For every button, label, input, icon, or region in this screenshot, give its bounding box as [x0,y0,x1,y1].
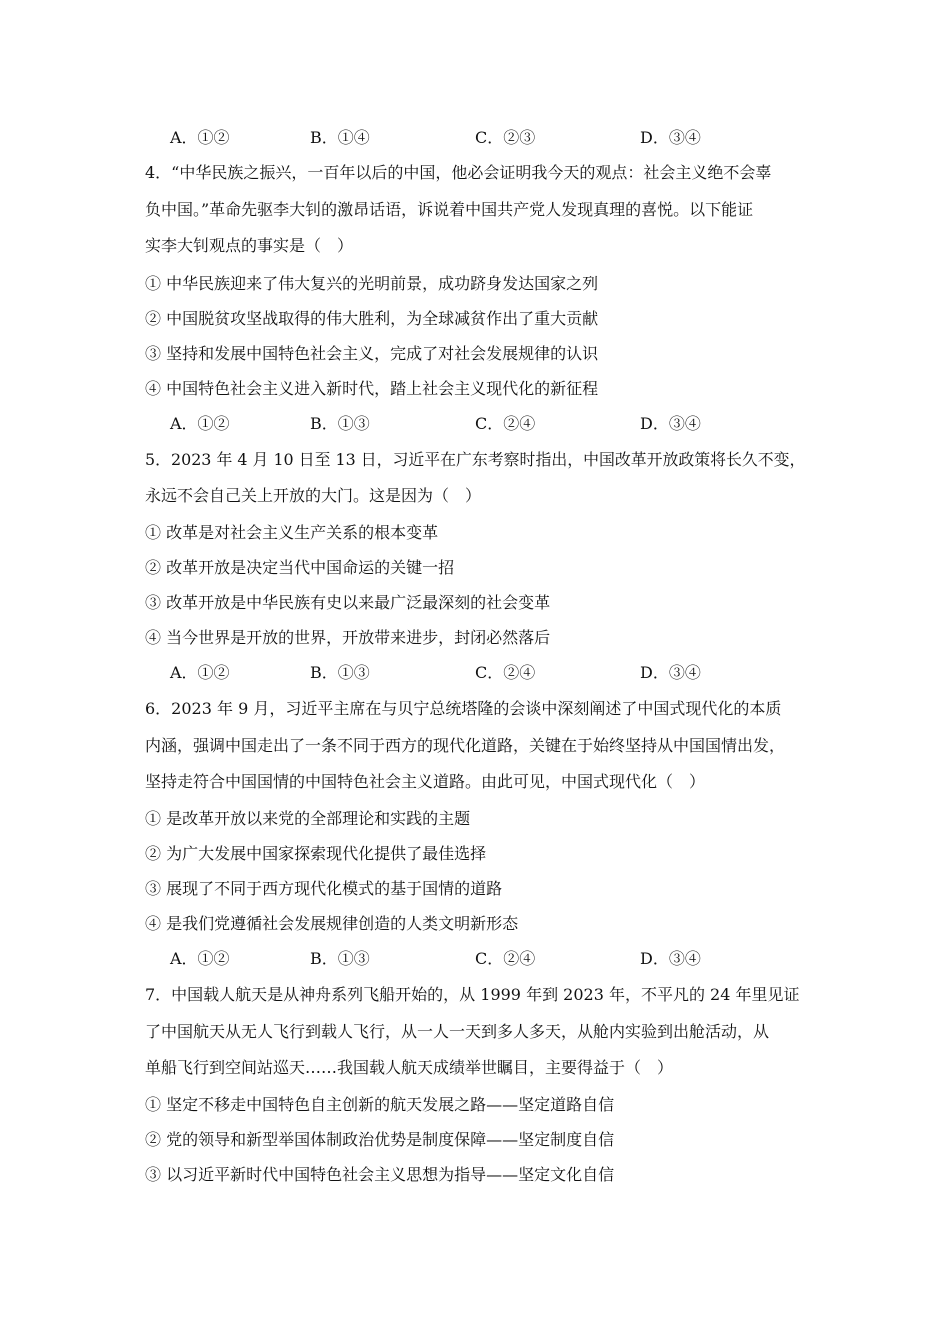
q6-option-d[interactable]: D．③④ [640,949,701,968]
q3-options [170,128,890,148]
q6-stem-line-3: 坚持走符合中国国情的中国特色社会主义道路。由此可见，中国式现代化（ ） [145,772,706,791]
q4-item-1: ① 中华民族迎来了伟大复兴的光明前景，成功跻身发达国家之列 [145,274,599,293]
q6-option-c[interactable]: C．②④ [475,949,536,968]
q7-item-3: ③ 以习近平新时代中国特色社会主义思想为指导——坚定文化自信 [145,1165,615,1184]
q5-options [170,663,890,683]
q4-option-a[interactable]: A．①② [170,414,230,433]
q4-option-c[interactable]: C．②④ [475,414,536,433]
q3-option-d[interactable]: D．③④ [640,128,701,147]
q4-item-4: ④ 中国特色社会主义进入新时代，踏上社会主义现代化的新征程 [145,379,599,398]
q6-item-3: ③ 展现了不同于西方现代化模式的基于国情的道路 [145,879,503,898]
q5-option-d[interactable]: D．③④ [640,663,701,682]
q5-option-c[interactable]: C．②④ [475,663,536,682]
q6-option-b[interactable]: B．①③ [310,949,370,968]
q4-stem-line-3: 实李大钊观点的事实是（ ） [145,236,354,255]
q3-option-a[interactable]: A．①② [170,128,230,147]
q4-options [170,414,890,434]
q4-option-b[interactable]: B．①③ [310,414,370,433]
q5-stem-line-2: 永远不会自己关上开放的大门。这是因为（ ） [145,486,482,505]
q3-option-c[interactable]: C．②③ [475,128,536,147]
q3-option-b[interactable]: B．①④ [310,128,370,147]
q5-stem-line-1: 5．2023 年 4 月 10 日至 13 日，习近平在广东考察时指出，中国改革开放政策将长久不变， [145,450,806,469]
q7-stem-line-2: 了中国航天从无人飞行到载人飞行，从一人一天到多人多天，从舱内实验到出舱活动，从 [145,1022,770,1041]
q6-options [170,949,890,969]
q6-stem-line-1: 6．2023 年 9 月，习近平主席在与贝宁总统塔隆的会谈中深刻阐述了中国式现代化的本质 [145,699,782,718]
q6-item-1: ① 是改革开放以来党的全部理论和实践的主题 [145,809,471,828]
q7-stem-line-3: 单船飞行到空间站巡天……我国载人航天成绩举世瞩目，主要得益于（ ） [145,1058,674,1077]
q7-stem-line-1: 7．中国载人航天是从神舟系列飞船开始的，从 1999 年到 2023 年，不平凡的 24 年里见证 [145,985,800,1004]
q5-option-b[interactable]: B．①③ [310,663,370,682]
q5-item-1: ① 改革是对社会主义生产关系的根本变革 [145,523,439,542]
q6-stem-line-2: 内涵，强调中国走出了一条不同于西方的现代化道路，关键在于始终坚持从中国国情出发， [145,736,786,755]
q4-item-3: ③ 坚持和发展中国特色社会主义，完成了对社会发展规律的认识 [145,344,599,363]
q7-item-2: ② 党的领导和新型举国体制政治优势是制度保障——坚定制度自信 [145,1130,615,1149]
q5-option-a[interactable]: A．①② [170,663,230,682]
q4-item-2: ② 中国脱贫攻坚战取得的伟大胜利，为全球减贫作出了重大贡献 [145,309,599,328]
q6-item-4: ④ 是我们党遵循社会发展规律创造的人类文明新形态 [145,914,519,933]
q4-option-d[interactable]: D．③④ [640,414,701,433]
q6-item-2: ② 为广大发展中国家探索现代化提供了最佳选择 [145,844,487,863]
q4-stem-line-1: 4．“中华民族之振兴，一百年以后的中国，他必会证明我今天的观点：社会主义绝不会辜 [145,163,772,182]
q7-item-1: ① 坚定不移走中国特色自主创新的航天发展之路——坚定道路自信 [145,1095,615,1114]
q6-option-a[interactable]: A．①② [170,949,230,968]
q5-item-3: ③ 改革开放是中华民族有史以来最广泛最深刻的社会变革 [145,593,551,612]
q5-item-4: ④ 当今世界是开放的世界，开放带来进步，封闭必然落后 [145,628,551,647]
q4-stem-line-2: 负中国。”革命先驱李大钊的激昂话语，诉说着中国共产党人发现真理的喜悦。以下能证 [145,200,754,219]
q5-item-2: ② 改革开放是决定当代中国命运的关键一招 [145,558,455,577]
